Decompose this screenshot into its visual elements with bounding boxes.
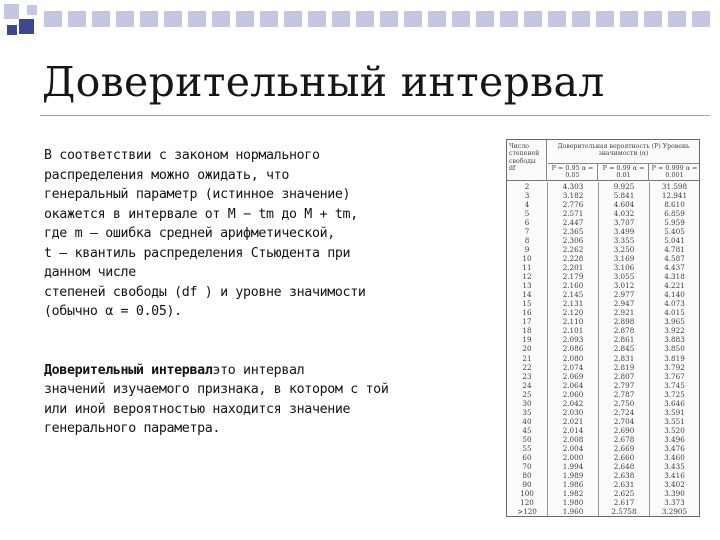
value-cell: 2.447 [562,218,584,228]
df-cell: 5 [524,209,530,219]
value-cell: 1.989 [562,470,584,480]
value-cell: 2.625 [613,488,635,498]
df-cell: 35 [522,407,532,417]
definition-line: или иной вероятностью находится значение [44,401,351,417]
table-row [507,471,699,480]
df-cell: 17 [522,317,532,327]
decor-square-light [4,4,19,19]
df-cell: 20 [522,344,532,354]
value-cell: 4.221 [664,281,685,291]
value-cell: 2.262 [562,245,584,255]
value-cell: 2.131 [562,299,584,309]
df-cell: 120 [520,497,534,507]
body-line: t – квантиль распределения Стьюдента при [44,245,351,261]
value-cell: 1.986 [562,479,584,489]
value-cell: 4.140 [664,290,685,300]
definition-line: значений изучаемого признака, в котором с той [44,382,389,397]
table-row [507,435,699,444]
value-cell: 31.598 [661,182,688,191]
decor-square-light-small [27,5,37,15]
body-line: В соответствии с законом нормального [44,148,320,163]
value-cell: 3.182 [562,191,584,201]
value-cell: 2.093 [562,335,584,345]
value-cell: 1.982 [562,488,584,498]
value-cell: 3.055 [613,272,635,282]
decor-bar [644,11,662,27]
df-cell: 10 [522,254,532,264]
df-cell: 100 [520,488,534,498]
body-line: окажется в интервале от M − tm до M + tm, [44,206,358,222]
value-cell: 2.000 [562,452,584,462]
df-cell: 12 [522,272,532,282]
table-row [507,462,699,471]
value-cell: 2.776 [562,200,584,210]
definition-rest: это интервал [212,362,305,378]
value-cell: 2.120 [562,308,584,318]
df-cell: 22 [522,362,532,372]
value-cell: 2.004 [562,443,584,453]
header-main: Доверительная вероятность (P) Уровень значимости (α) [548,140,699,164]
df-cell: 6 [524,218,530,228]
df-cell: 45 [522,425,532,435]
table-row [507,254,699,263]
df-cell: 3 [524,191,530,201]
value-cell: 2.648 [613,461,635,471]
value-cell: 2.069 [562,371,584,381]
table-header [507,140,699,181]
df-cell: 40 [522,416,532,426]
table-row [507,191,699,200]
df-cell: 15 [522,299,532,309]
value-cell: 2.921 [613,308,635,318]
table-row [507,326,699,335]
table-row [507,444,699,453]
df-cell: 21 [522,353,532,363]
decor-bar [260,11,278,27]
table-row [507,317,699,326]
value-cell: 3.250 [613,245,635,255]
value-cell: 2.080 [562,353,584,363]
paragraph-gap [44,322,496,361]
table-row [507,480,699,489]
value-cell: 4.303 [562,182,584,191]
decor-bar [404,11,422,27]
decor-bar [692,11,710,27]
value-cell: 2.021 [562,416,584,426]
value-cell: 3.646 [664,398,685,408]
table-row [507,426,699,435]
decor-bar [596,11,614,27]
value-cell: 5.041 [664,236,685,246]
df-cell: 50 [522,434,532,444]
body-line: степеней свободы (df ) и уровне значимости [44,284,366,300]
value-cell: 6.859 [664,209,685,219]
df-cell: 25 [522,389,532,399]
decor-bar [284,11,302,27]
value-cell: 5.841 [613,191,635,201]
df-cell: 8 [524,236,530,246]
value-cell: 9.925 [613,182,635,191]
value-cell: 2.878 [613,326,635,336]
value-cell: 2.014 [562,425,584,435]
definition-first-line [44,361,496,381]
table-row [507,408,699,417]
value-cell: 3.883 [664,335,685,345]
table-body [507,182,699,516]
body-line: где m – ошибка средней арифметической, [44,226,335,241]
body-line: данном числе [44,265,136,280]
decor-bar [572,11,590,27]
table-row [507,281,699,290]
value-cell: 2.101 [562,326,584,336]
value-cell: 3.725 [664,389,685,399]
value-cell: 8.610 [664,200,685,210]
value-cell: 3.496 [664,434,685,444]
decor-bar [332,11,350,27]
value-cell: 4.032 [613,209,635,219]
value-cell: 4.437 [664,263,685,273]
decor-bar [164,11,182,27]
value-cell: 2.669 [613,443,635,453]
decor-bar [476,11,494,27]
subheader-099: P = 0.99 α = 0.01 [599,164,649,180]
student-t-table [506,139,700,517]
table-row [507,290,699,299]
value-cell: 3.402 [664,479,685,489]
df-cell: 19 [522,335,532,345]
value-cell: 2.831 [613,353,635,363]
decor-bar [452,11,470,27]
value-cell: 2.807 [613,371,635,381]
value-cell: 1.994 [562,461,584,471]
decor-bar [188,11,206,27]
value-cell: 3.435 [664,461,685,471]
value-cell: 2.074 [562,362,584,372]
value-cell: 2.042 [562,398,584,408]
decor-bar [140,11,158,27]
value-cell: 4.015 [664,308,685,318]
value-cell: 2.086 [562,344,584,354]
df-cell: 90 [522,479,532,489]
value-cell: 2.064 [562,380,584,390]
slide-title: Доверительный интервал [42,58,605,106]
value-cell: 3.792 [664,362,685,372]
value-cell: 3.520 [664,425,685,435]
value-cell: 2.678 [613,434,635,444]
decor-bar [500,11,518,27]
df-cell: 16 [522,308,532,318]
decor-bar [44,11,62,27]
value-cell: 4.604 [613,200,635,210]
value-cell: 2.5758 [611,506,637,516]
decor-bar [68,11,86,27]
df-cell: 9 [524,245,530,255]
table-row [507,308,699,317]
value-cell: 2.638 [613,470,635,480]
df-cell: 18 [522,326,532,336]
body-text [44,146,496,439]
value-cell: 4.781 [664,245,685,255]
table-row [507,399,699,408]
df-cell: 80 [522,470,532,480]
df-cell: 7 [524,227,530,237]
df-cell: 70 [522,461,532,471]
value-cell: 2.110 [562,317,584,327]
value-cell: 2.160 [562,281,584,291]
value-cell: 3.2905 [661,506,688,516]
value-cell: 3.850 [664,344,685,354]
value-cell: 3.476 [664,443,685,453]
table-row [507,227,699,236]
value-cell: 3.169 [613,254,635,264]
decor-bar [212,11,230,27]
value-cell: 2.145 [562,290,584,300]
value-cell: 5.959 [664,218,685,228]
value-cell: 2.898 [613,317,635,327]
table-row [507,236,699,245]
decor-bar [620,11,638,27]
value-cell: 3.745 [664,380,685,390]
decor-bar [308,11,326,27]
value-cell: 5.405 [664,227,685,237]
df-cell: 23 [522,371,532,381]
value-cell: 2.750 [613,398,635,408]
table-row [507,381,699,390]
decor-bar [236,11,254,27]
value-cell: 2.228 [562,254,584,264]
df-cell: 24 [522,380,532,390]
value-cell: 3.012 [613,281,635,291]
body-line: генеральный параметр (истинное значение) [44,187,351,202]
value-cell: 3.922 [664,326,685,336]
value-cell: 3.767 [664,371,685,381]
value-cell: 2.977 [613,290,635,300]
decor-bar [116,11,134,27]
value-cell: 3.390 [664,488,685,498]
table-row [507,507,699,516]
value-cell: 2.306 [562,236,584,246]
definition-line: генерального параметра. [44,421,221,436]
value-cell: 3.373 [664,497,685,507]
table-row [507,363,699,372]
value-cell: 1.980 [562,497,584,507]
decor-bar [548,11,566,27]
value-cell: 2.845 [613,344,635,354]
value-cell: 3.416 [664,470,685,480]
title-underline [40,115,710,116]
table-row [507,354,699,363]
value-cell: 2.787 [613,389,635,399]
table-row [507,335,699,344]
decor-bar [380,11,398,27]
table-row [507,299,699,308]
value-cell: 3.591 [664,407,685,417]
table-row [507,372,699,381]
value-cell: 2.008 [562,434,584,444]
subheader-095: P = 0.95 α = 0.05 [548,164,598,180]
value-cell: 4.587 [664,254,685,264]
value-cell: 3.819 [664,353,685,363]
df-cell: 30 [522,398,532,408]
body-line: (обычно α = 0.05). [44,304,182,319]
table-row [507,263,699,272]
table-row [507,272,699,281]
decor-square-dark [19,19,34,34]
decor-bar [524,11,542,27]
value-cell: 12.941 [661,191,688,201]
value-cell: 3.460 [664,452,685,462]
value-cell: 3.499 [613,227,635,237]
df-cell: 13 [522,281,532,291]
value-cell: 3.551 [664,416,685,426]
decor-bar [92,11,110,27]
df-cell: 14 [522,290,532,300]
value-cell: 3.707 [613,218,635,228]
value-cell: 2.179 [562,272,584,282]
df-cell: 11 [522,263,532,273]
value-cell: 2.704 [613,416,635,426]
df-cell: 55 [522,443,532,453]
value-cell: 2.060 [562,389,584,399]
value-cell: 2.724 [613,407,635,417]
value-cell: 2.571 [562,209,584,219]
decor-square-dark-small [7,25,17,35]
table-row [507,390,699,399]
table-row [507,489,699,498]
df-cell: >120 [517,506,537,516]
value-cell: 2.819 [613,362,635,372]
decor-bar [428,11,446,27]
table-row [507,200,699,209]
table-row [507,453,699,462]
table-row [507,209,699,218]
decor-bar [668,11,686,27]
value-cell: 2.631 [613,479,635,489]
value-cell: 3.106 [613,263,635,273]
value-cell: 2.797 [613,380,635,390]
value-cell: 4.318 [664,272,685,282]
value-cell: 2.690 [613,425,635,435]
value-cell: 1.960 [562,506,584,516]
value-cell: 2.201 [562,263,584,273]
body-line: распределения можно ожидать, что [44,167,289,183]
value-cell: 2.861 [613,335,635,345]
value-cell: 2.660 [613,452,635,462]
table-row [507,245,699,254]
df-cell: 4 [524,200,530,210]
value-cell: 2.365 [562,227,584,237]
df-cell: 2 [524,182,530,191]
value-cell: 3.355 [613,236,635,246]
value-cell: 4.073 [664,299,685,309]
table-row [507,498,699,507]
decorative-header [0,0,720,52]
value-cell: 2.617 [613,497,635,507]
definition-term: Доверительный интервал [44,362,213,378]
table-row [507,218,699,227]
decor-bar [356,11,374,27]
value-cell: 2.947 [613,299,635,309]
value-cell: 3.965 [664,317,685,327]
table-row [507,182,699,191]
value-cell: 2.030 [562,407,584,417]
table-row [507,417,699,426]
table-row [507,344,699,353]
header-df: Число степеней свободы df [507,140,547,180]
df-cell: 60 [522,452,532,462]
subheader-0999: P = 0.999 α = 0.001 [651,164,698,180]
